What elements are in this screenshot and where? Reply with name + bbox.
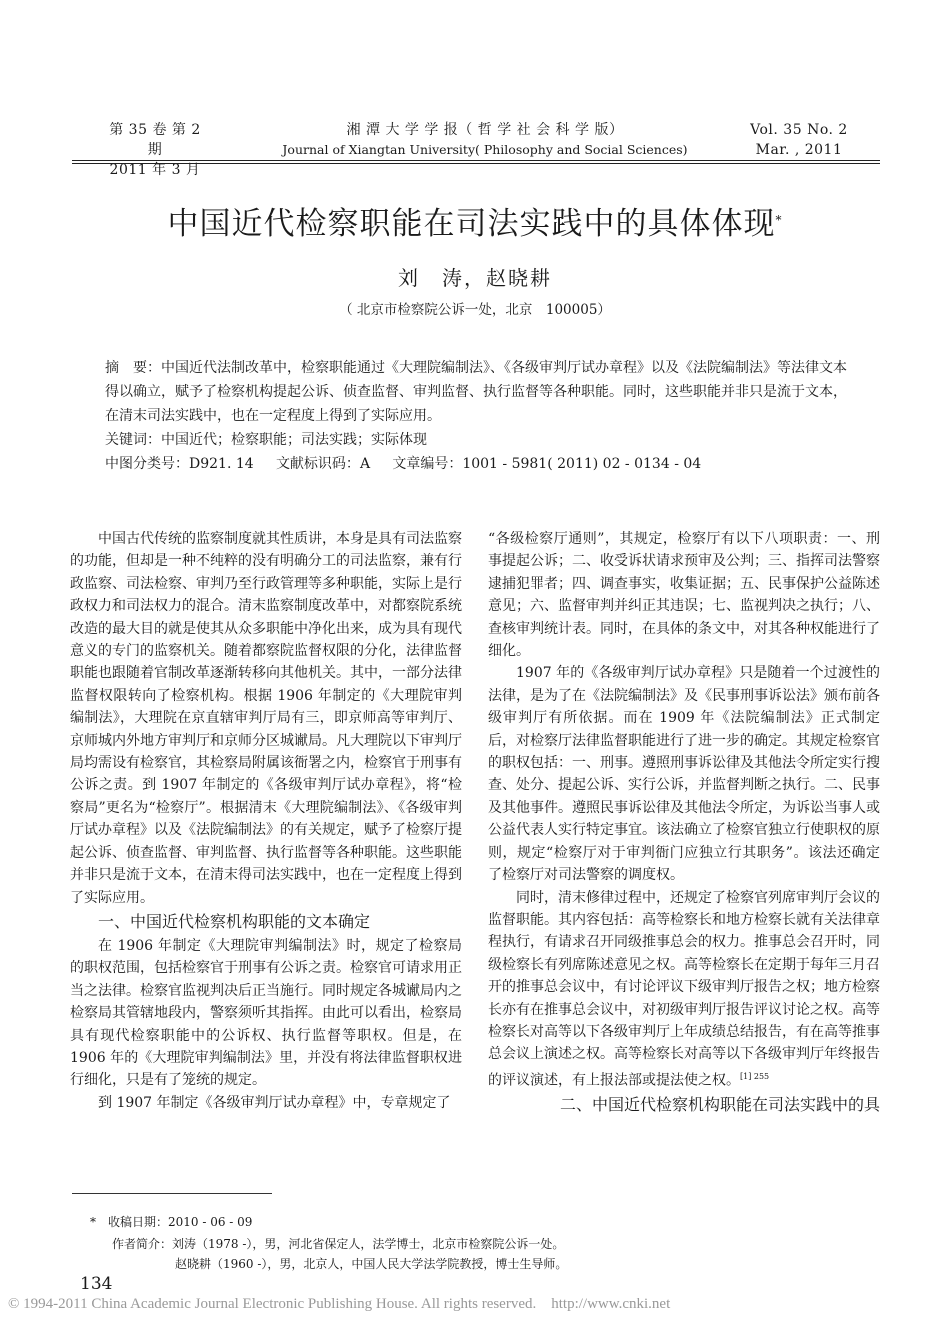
paragraph xyxy=(488,887,880,1092)
doc-code-value: A xyxy=(359,456,371,472)
paragraph: 中国古代传统的监察制度就其性质讲，本身是具有司法监察的功能，但却是一种不纯粹的没有明确分工的司法监察，兼有行政监察、司法检察、审判乃至行政管理等多种职能，实际上是行政权力和司法权力的混合。清末监察制度改革中，对都察院系统改造的最大目的就是使其从众多职能中净化出来，成为具有现代意义的专门的监察机关。随着都察院监督权限的分化，法律监督职能也跟随着官制改革逐渐转移向其他机关。其中，一部分法律监督权限转向了检察机构。根据 1906 年制定的《大理院审判编制法》，大理院在京直辖审判厅局有三，即京师高等审判厅、京师城内外地方审判厅和京师分区城谳局。凡大理院以下审判厅局均需设有检察官，其检察局附属该衙署之内，检察官于刑事有公诉之责。到 1907 年制定的《各级审判厅试办章程》，将“检察局”更名为“检察厅”。根据清末《大理院编制法》、《各级审判厅试办章程》以及《法院编制法》的有关规定，赋予了检察厅提起公诉、侦查监督、审判监督、执行监督等各种职能。这些职能并非只是流于文本，在清末得司法实践中，也在一定程度上得到了实际应用。 xyxy=(70,531,462,906)
keywords-label: 关键词： xyxy=(105,432,161,448)
header-volume xyxy=(100,120,210,180)
header-journal-zh: 湘 潭 大 学 学 报（ 哲 学 社 会 科 学 版） xyxy=(346,122,624,138)
footnote-received: * 收稿日期：2010 - 06 - 09 xyxy=(90,1215,253,1229)
paragraph: 到 1907 年制定《各级审判厅试办章程》中，专章规定了 xyxy=(98,1094,451,1111)
body-column-right xyxy=(488,528,880,1118)
keywords-text: 中国近代；检察职能；司法实践；实际体现 xyxy=(161,432,427,448)
article-title xyxy=(100,202,850,246)
header-volume-en: Vol. 35 No. 2 xyxy=(750,122,848,138)
class-value: D921. 14 xyxy=(189,456,254,472)
footnote-rule xyxy=(72,1193,272,1194)
abstract-block xyxy=(105,356,855,476)
abstract-text: 中国近代法制改革中，检察职能通过《大理院编制法》、《各级审判厅试办章程》以及《法院编制法》等法律文本得以确立，赋予了检察机构提起公诉、侦查监督、审判监督、执行监督等各种职能。同时，这些职能并非只是流于文本，在清末司法实践中，也在一定程度上得到了实际应用。 xyxy=(105,360,847,424)
paragraph: 1907 年的《各级审判厅试办章程》只是随着一个过渡性的法律，是为了在《法院编制法》及《民事刑事诉讼法》颁布前各级审判厅有所依据。而在 1909 年《法院编制法》正式制定后，对检察厅法律监督职能进行了进一步的确定。其规定检察官的职权包括：一、刑事。遵照刑事诉讼律及其他法令所定实行搜查、处分、提起公诉、实行公诉，并监督判断之执行。二、民事及其他事件。遵照民事诉讼律及其他法令所定，为诉讼当事人或公益代表人实行特定事宜。该法确立了检察官独立行使职权的原则，规定“检察厅对于审判衙门应独立行其职务”。该法还确定了检察厅对司法警察的调度权。 xyxy=(488,665,880,884)
article-no-value: 1001 - 5981( 2011) 02 - 0134 - 04 xyxy=(462,456,702,472)
header-volume-en-block xyxy=(740,120,858,160)
abstract-label: 摘 要： xyxy=(105,360,161,376)
paragraph: 在 1906 年制定《大理院审判编制法》时，规定了检察局的职权范围，包括检察官于刑事有公诉之责。检察官可请求用正当之法律。检察官监视判决后正当施行。同时规定各城谳局内之检察局其管辖地段内，警察须听其指挥。由此可以看出，检察局具有现代检察职能中的公诉权、执行监督等职权。但是，在 1906 年的《大理院审判编制法》里，并没有将法律监督职权进行细化，只是有了笼统的规定。 xyxy=(70,937,462,1089)
section-heading: 一、中国近代检察机构职能的文本确定 xyxy=(98,911,371,931)
article-no-label: 文章编号： xyxy=(392,456,463,472)
header-date-zh: 2011 年 3 月 xyxy=(109,162,201,178)
paragraph: “各级检察厅通则”，其规定，检察厅有以下八项职责：一、刑事提起公诉；二、收受诉状请求预审及公判；三、指挥司法警察逮捕犯罪者；四、调查事实，收集证据；五、民事保护公益陈述意见；六、监督审判并纠正其违误；七、监视判决之执行；八、查核审判统计表。同时，在具体的条文中，对其各种权能进行了细化。 xyxy=(488,531,880,660)
authors: 刘 涛，赵晓耕 xyxy=(398,266,552,290)
keywords xyxy=(105,428,855,452)
affiliation: （ 北京市检察院公诉一处，北京 100005） xyxy=(339,302,611,318)
abstract xyxy=(105,356,855,428)
header-date-en: Mar. , 2011 xyxy=(755,142,843,158)
header-rule-thick xyxy=(72,160,880,161)
classification-line xyxy=(105,452,855,476)
article-title-text: 中国近代检察职能在司法实践中的具体体现 xyxy=(167,206,776,242)
header-rule-thin xyxy=(72,163,880,164)
header-journal-en: Journal of Xiangtan University( Philosophy and Social Sciences) xyxy=(282,142,688,157)
doc-code-label: 文献标识码： xyxy=(275,456,360,472)
paragraph-text: 同时，清末修律过程中，还规定了检察官列席审判厅会议的监督职能。其内容包括：高等检察长和地方检察长就有关法律章程执行，有请求召开同级推事总会的权力。推事总会召开时，同级检察长有列席陈述意见之权。高等检察长在定期于每年三月召开的推事总会议中，有讨论评议下级审判厅报告之权；地方检察长亦有在推事总会议中，对初级审判厅报告评议讨论之权。高等检察长对高等以下各级审判厅上年成绩总结报告，有在高等推事总会议上演述之权。高等检察长对高等以下各级审判厅年终报告的评议演述，有上报法部或提法使之权。 xyxy=(488,889,880,1089)
body-column-left xyxy=(70,528,462,1114)
section-heading: 二、中国近代检察机构职能在司法实践中的具 xyxy=(559,1094,880,1114)
title-footnote-mark: * xyxy=(775,213,783,227)
footnote-author2: 赵晓耕（1960 -），男，北京人，中国人民大学法学院教授，博士生导师。 xyxy=(175,1257,568,1271)
copyright-watermark: © 1994-2011 China Academic Journal Electronic Publishing House. All rights reserved. http://www.cnki.net xyxy=(8,1296,671,1312)
class-label: 中图分类号： xyxy=(105,456,189,472)
page-number: 134 xyxy=(80,1274,113,1294)
citation-ref: [1] 255 xyxy=(740,1071,770,1081)
header-volume-zh: 第 35 卷 第 2 期 xyxy=(109,122,201,158)
header-journal xyxy=(280,120,690,160)
footnote-author-intro: 作者简介：刘涛（1978 -），男，河北省保定人，法学博士，北京市检察院公诉一处。 xyxy=(112,1237,565,1251)
